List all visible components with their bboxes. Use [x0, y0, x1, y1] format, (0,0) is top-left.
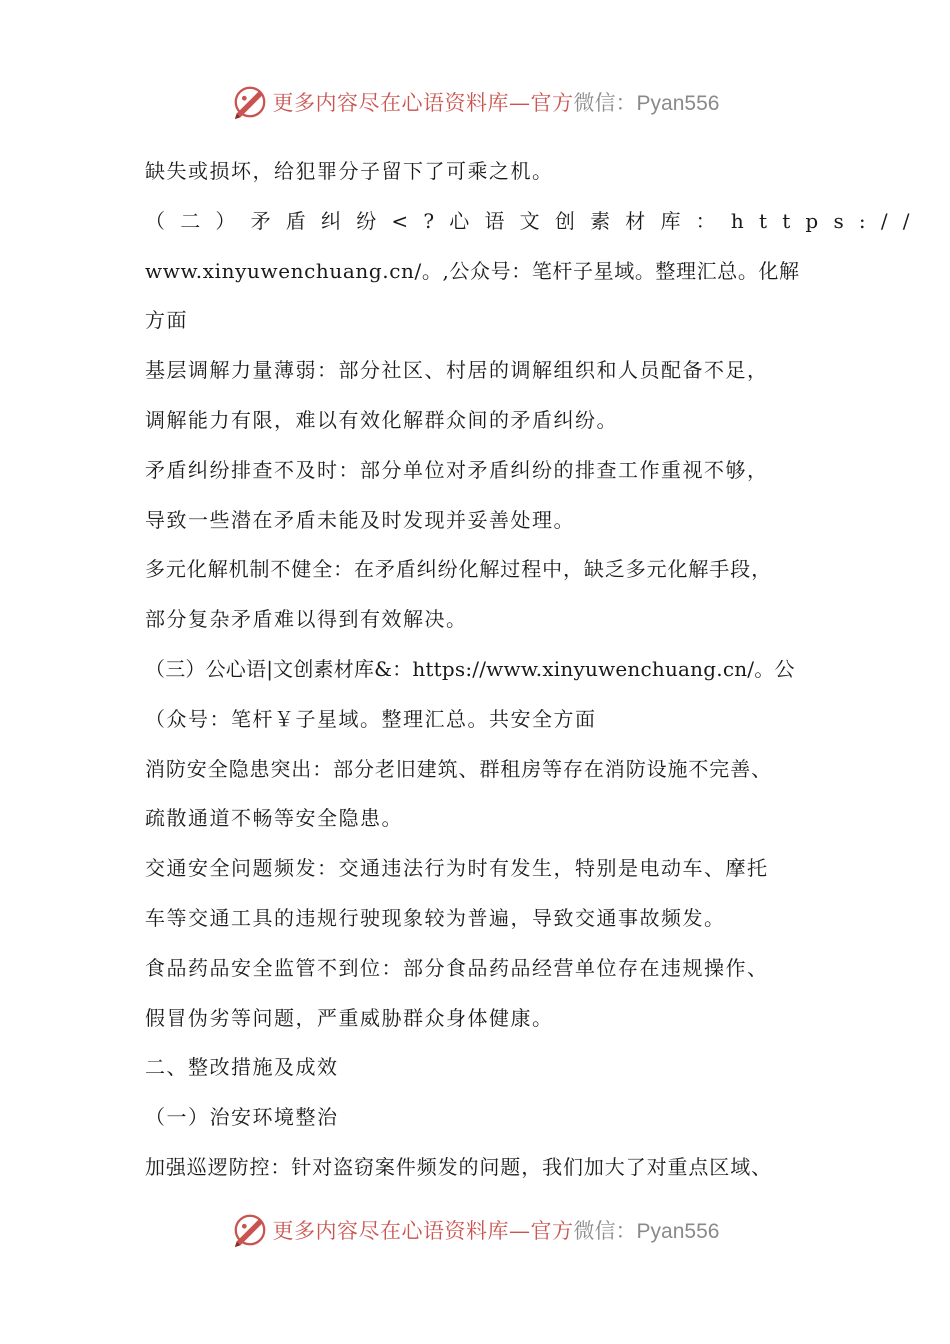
text-line: （三）公心语|文创素材库&：https://www.xinyuwenchuang.cn/。公 — [145, 656, 795, 681]
text-line: 导致一些潜在矛盾未能及时发现并妥善处理。 — [145, 507, 575, 532]
text-line: 食品药品安全监管不到位：部分食品药品经营单位存在违规操作、 — [145, 955, 769, 980]
section-heading: 二、整改措施及成效 — [145, 1055, 339, 1080]
text-line: 多元化解机制不健全：在矛盾纠纷化解过程中，缺乏多元化解手段， — [145, 557, 772, 582]
pen-logo-icon — [231, 83, 269, 121]
text-line: 方面 — [145, 308, 188, 333]
text-line: 缺失或损坏，给犯罪分子留下了可乘之机。 — [145, 159, 554, 183]
header-banner — [0, 80, 950, 124]
text-line: 消防安全隐患突出：部分老旧建筑、群租房等存在消防设施不完善、 — [145, 756, 772, 781]
footer-banner-text: 更多内容尽在心语资料库—官方微信：Pyan556 — [272, 1219, 720, 1243]
text-line: 车等交通工具的违规行驶现象较为普遍，导致交通事故频发。 — [145, 905, 726, 930]
footer-banner — [0, 1208, 950, 1252]
text-line: www.xinyuwenchuang.cn/。,公众号：笔杆子星域。整理汇总。化解 — [145, 258, 800, 283]
text-line: 假冒伪劣等问题，严重威胁群众身体健康。 — [145, 1005, 554, 1030]
text-line: 调解能力有限，难以有效化解群众间的矛盾纠纷。 — [145, 407, 618, 432]
text-line: 疏散通道不畅等安全隐患。 — [145, 806, 403, 831]
text-line: 矛盾纠纷排查不及时：部分单位对矛盾纠纷的排查工作重视不够， — [145, 457, 769, 482]
text-line: 加强巡逻防控：针对盗窃案件频发的问题，我们加大了对重点区域、 — [145, 1154, 772, 1179]
document-body — [145, 147, 925, 1193]
header-banner-text: 更多内容尽在心语资料库—官方微信：Pyan556 — [272, 91, 720, 115]
text-line: （二）矛盾纠纷<?心语文创素材库：https:// — [145, 208, 925, 233]
text-line: 基层调解力量薄弱：部分社区、村居的调解组织和人员配备不足， — [145, 358, 769, 383]
pen-logo-icon — [231, 1211, 269, 1249]
text-line: 部分复杂矛盾难以得到有效解决。 — [145, 607, 468, 632]
subsection-heading: （一）治安环境整治 — [145, 1105, 339, 1130]
text-line: 交通安全问题频发：交通违法行为时有发生，特别是电动车、摩托 — [145, 856, 769, 881]
section-heading-2-line — [145, 197, 925, 247]
text-line: （众号：笔杆￥子星域。整理汇总。共安全方面 — [145, 706, 597, 731]
